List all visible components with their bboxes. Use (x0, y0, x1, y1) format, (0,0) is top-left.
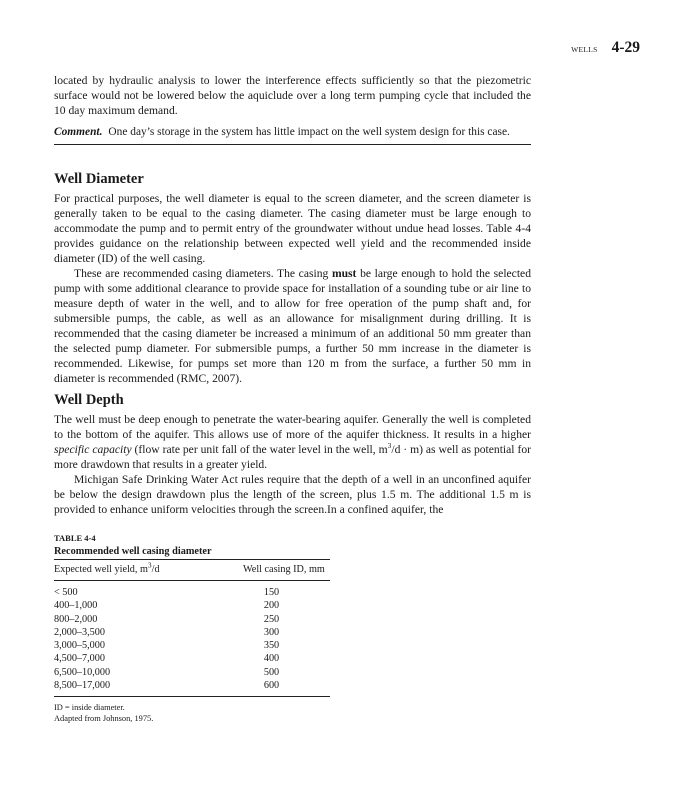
table-row (54, 599, 330, 612)
cell-yield: < 500 (54, 587, 78, 598)
well-depth-paragraph-1 (54, 412, 531, 472)
table-row (54, 626, 330, 639)
depth-p1-sup: 3 (387, 441, 392, 451)
intro-section (54, 73, 531, 145)
p2-text-b: be large enough to hold the selected pump with some additional clearance to provide space for installation of a sounding tube or air line to measure depth of water in the well, and to allow for free operation of the pump shaft and, for submersible pumps, the cable, as well as an allowance for misalignment during drilling. It is recommended that the casing diameter be increased a minimum of an additional 50 mm greater than the selected pump diameter. For submersible pumps, a further 50 mm increase in the diameter is recommended. Likewise, for pumps set more than 120 m from the surface, a further 50 mm in diameter is recommended (RMC, 2007). (54, 267, 531, 385)
cell-casing-id: 350 (263, 640, 280, 652)
col-yield-header-sup: 3 (147, 560, 152, 570)
cell-yield: 400–1,000 (54, 600, 98, 612)
comment-label: Comment. (54, 126, 103, 138)
cell-yield: 6,500–10,000 (54, 666, 111, 678)
page-number: 4-29 (611, 39, 640, 56)
table-4-4 (54, 533, 330, 724)
table-row (54, 666, 330, 679)
col-yield-header-text: Expected well yield, m (54, 564, 148, 575)
table-footnotes (54, 696, 330, 724)
col-yield-header-tail: /d (151, 564, 160, 575)
col-casing-header: Well casing ID, mm (163, 560, 330, 581)
table-row (54, 639, 330, 652)
table-row (54, 581, 330, 600)
well-diameter-paragraph-2 (54, 266, 531, 386)
well-diameter-section (54, 170, 531, 386)
table-row (54, 679, 330, 696)
well-depth-heading: Well Depth (54, 392, 124, 408)
table-row (54, 652, 330, 665)
depth-p1-b: /d · m) as well as potential for more drawdown that results in a greater yield. (54, 443, 531, 471)
cell-casing-id: 300 (263, 626, 280, 638)
table-body (54, 581, 330, 697)
cell-casing-id: 150 (263, 587, 280, 598)
comment-text: One day’s storage in the system has little impact on the well system design for this case. (108, 126, 510, 138)
table-footnote-1: ID = inside diameter. (54, 703, 125, 713)
p2-text-a: These are recommended casing diameters. The casing (74, 267, 329, 280)
casing-table (54, 559, 330, 696)
cell-yield: 3,000–5,000 (54, 640, 105, 652)
cell-yield: 8,500–17,000 (54, 680, 111, 692)
table-header-row (54, 560, 330, 581)
depth-p1-a: The well must be deep enough to penetrate the water-bearing aquifer. Generally the well is completed to the bottom of the aquifer. This allows use of more of the aquifer thickness. It results in a higher (54, 413, 531, 441)
well-diameter-heading: Well Diameter (54, 171, 144, 187)
p2-bold-must: must (331, 267, 357, 280)
depth-p1-mid: (flow rate per unit fall of the water level in the well, m (134, 443, 388, 456)
cell-yield: 4,500–7,000 (54, 653, 105, 665)
cell-yield: 2,000–3,500 (54, 626, 105, 638)
cell-casing-id: 600 (263, 680, 280, 692)
cell-yield: 800–2,000 (54, 613, 98, 625)
table-row (54, 613, 330, 626)
page-header (571, 39, 640, 57)
well-depth-paragraph-2: Michigan Safe Drinking Water Act rules require that the depth of a well in an unconfined aquifer be below the design drawdown plus the length of the screen, plus 1.5 m. The additional 1.5 m is provided to enhance uniform velocities through the screen.In a confined aquifer, the (54, 473, 531, 516)
section-divider (54, 144, 531, 145)
well-depth-section (54, 391, 531, 517)
table-title: Recommended well casing diameter (54, 546, 212, 557)
col-yield-header (54, 560, 163, 581)
table-label: TABLE 4-4 (54, 533, 96, 543)
comment-paragraph (54, 125, 531, 140)
table-footnote-2: Adapted from Johnson, 1975. (54, 714, 154, 724)
well-diameter-paragraph-1: For practical purposes, the well diameter is equal to the screen diameter, and the screen diameter is generally taken to be equal to the casing diameter. The casing diameter must be large enough to accommodate the pump and to permit entry of the groundwater without undue head losses. Table 4-4 provides guidance on the relationship between expected well yield and the recommended inside diameter (ID) of the well casing. (54, 192, 531, 265)
cell-casing-id: 400 (263, 653, 280, 665)
depth-p1-italic: specific capacity (54, 443, 132, 456)
running-title: WELLS (571, 45, 598, 54)
cell-casing-id: 500 (263, 666, 280, 678)
intro-paragraph: located by hydraulic analysis to lower the interference effects sufficiently so that the piezometric surface would not be lowered below the aquiclude over a long term pumping cycle that included the 10 day maximum demand. (54, 74, 531, 117)
cell-casing-id: 250 (263, 613, 280, 625)
cell-casing-id: 200 (263, 600, 280, 612)
